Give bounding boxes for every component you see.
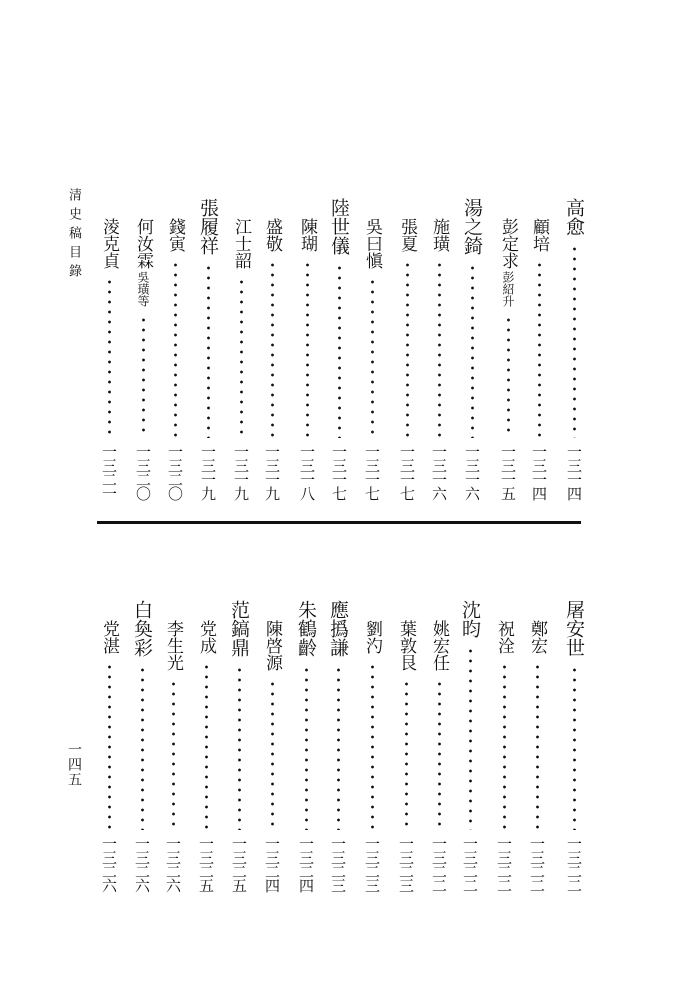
toc-entry xyxy=(562,198,586,500)
entry-page: 一三二二 xyxy=(495,836,513,892)
toc-entry xyxy=(196,198,220,500)
entry-page: 一三二二 xyxy=(461,836,479,892)
entry-subname: 吳璜等 xyxy=(136,271,150,307)
dot-leader xyxy=(207,263,210,438)
entry-subname: 彭紹升 xyxy=(501,271,515,307)
entry-name: 劉汋 xyxy=(362,620,382,654)
entry-page: 一三二〇 xyxy=(134,444,152,500)
entry-name: 葉敦艮 xyxy=(396,620,416,671)
entry-name: 陸世儀 xyxy=(328,198,350,255)
running-title: 清史稿目錄 xyxy=(66,188,81,283)
entry-name: 施璜 xyxy=(429,218,449,252)
entry-name: 李生光 xyxy=(163,620,183,671)
entry-name: 應撝謙 xyxy=(327,600,349,657)
dot-leader xyxy=(271,679,274,830)
dot-leader xyxy=(438,679,441,830)
entry-name: 吳曰愼 xyxy=(362,218,382,269)
toc-entry xyxy=(294,600,318,892)
entry-page: 一三二三 xyxy=(397,836,415,892)
dot-leader xyxy=(536,662,539,830)
entry-page: 一三一七 xyxy=(330,444,348,500)
toc-entry xyxy=(458,600,482,892)
dot-leader xyxy=(306,260,309,438)
entry-name: 白奐彩 xyxy=(131,600,153,657)
toc-entry xyxy=(130,600,154,892)
toc-entry xyxy=(326,600,350,892)
toc-entry xyxy=(327,198,351,500)
entry-page: 一三二四 xyxy=(263,836,281,892)
entry-page: 一三二六 xyxy=(100,836,118,892)
toc-entry xyxy=(194,620,218,892)
toc-entry xyxy=(460,198,484,500)
entry-page: 一三一六 xyxy=(463,444,481,500)
dot-leader xyxy=(141,665,144,830)
toc-entry xyxy=(161,620,185,892)
entry-page: 一三一七 xyxy=(398,444,416,500)
entry-page: 一三二六 xyxy=(164,836,182,892)
dot-leader xyxy=(305,665,308,830)
entry-name: 江士韶 xyxy=(231,218,251,269)
dot-leader xyxy=(538,260,541,438)
entry-page: 一三一七 xyxy=(363,444,381,500)
entry-name: 党成 xyxy=(196,620,216,654)
entry-page: 一三二一 xyxy=(100,444,118,500)
toc-entry xyxy=(492,620,516,892)
toc-entry xyxy=(562,600,586,892)
entry-page: 一三一四 xyxy=(530,444,548,500)
dot-leader xyxy=(469,646,472,830)
toc-entry xyxy=(527,218,551,500)
toc-entry xyxy=(427,620,451,892)
dot-leader xyxy=(507,315,510,438)
entry-name: 彭定求 xyxy=(498,218,518,269)
entry-page: 一三二三 xyxy=(329,836,347,892)
entry-page: 一三一四 xyxy=(565,444,583,500)
entry-name: 陳瑚 xyxy=(297,218,317,252)
toc-entry xyxy=(360,620,384,892)
entry-page: 一三一八 xyxy=(298,444,316,500)
entry-name: 高愈 xyxy=(563,198,585,236)
entry-page: 一三二五 xyxy=(230,836,248,892)
entry-page: 一三二二 xyxy=(565,836,583,892)
dot-leader xyxy=(108,662,111,830)
toc-entry xyxy=(360,218,384,500)
entry-page: 一三二四 xyxy=(297,836,315,892)
entry-name: 張夏 xyxy=(397,218,417,252)
dot-leader xyxy=(240,277,243,438)
entry-name: 党湛 xyxy=(99,620,119,654)
toc-entry xyxy=(260,218,284,500)
dot-leader xyxy=(174,260,177,438)
toc-entry xyxy=(395,218,419,500)
dot-leader xyxy=(337,665,340,830)
entry-page: 一三一九 xyxy=(263,444,281,500)
dot-leader xyxy=(471,263,474,438)
toc-entry xyxy=(260,620,284,892)
entry-name: 張履祥 xyxy=(197,198,219,255)
entry-name: 錢寅 xyxy=(165,218,185,252)
entry-name: 何汝霖 xyxy=(133,218,153,269)
dot-leader xyxy=(371,662,374,830)
entry-name: 湯之錡 xyxy=(461,198,483,255)
toc-entry xyxy=(496,218,520,500)
toc-entry xyxy=(229,218,253,500)
dot-leader xyxy=(371,277,374,438)
entry-page: 一三二〇 xyxy=(166,444,184,500)
dot-leader xyxy=(142,315,145,438)
entry-name: 淩克貞 xyxy=(99,218,119,269)
dot-leader xyxy=(405,679,408,830)
entry-page: 一三一五 xyxy=(499,444,517,500)
entry-name: 盛敬 xyxy=(262,218,282,252)
entry-page: 一三二三 xyxy=(363,836,381,892)
dot-leader xyxy=(271,260,274,438)
entry-name: 沈昀 xyxy=(459,600,481,638)
entry-page: 一三一九 xyxy=(199,444,217,500)
dot-leader xyxy=(503,662,506,830)
entry-name: 祝洤 xyxy=(494,620,514,654)
entry-name: 朱鶴齡 xyxy=(295,600,317,657)
entry-page: 一三二二 xyxy=(430,836,448,892)
dot-leader xyxy=(573,665,576,830)
entry-name: 范鎬鼎 xyxy=(228,600,250,657)
toc-entry xyxy=(163,218,187,500)
toc-entry xyxy=(97,620,121,892)
entry-name: 陳啓源 xyxy=(262,620,282,671)
dot-leader xyxy=(438,260,441,438)
entry-name: 鄭宏 xyxy=(527,620,547,654)
entry-name: 姚宏任 xyxy=(429,620,449,671)
dot-leader xyxy=(338,263,341,438)
entry-page: 一三一六 xyxy=(430,444,448,500)
page-number: 一四五 xyxy=(66,742,82,787)
dot-leader xyxy=(238,665,241,830)
toc-entry xyxy=(295,218,319,500)
toc-entry xyxy=(227,600,251,892)
toc-entry xyxy=(131,218,155,500)
dot-leader xyxy=(406,260,409,438)
dot-leader xyxy=(108,277,111,438)
section-divider xyxy=(97,521,581,524)
entry-name: 屠安世 xyxy=(563,600,585,657)
toc-entry xyxy=(394,620,418,892)
entry-page: 一三一九 xyxy=(232,444,250,500)
toc-entry xyxy=(97,218,121,500)
dot-leader xyxy=(205,662,208,830)
dot-leader xyxy=(573,244,576,438)
dot-leader xyxy=(172,679,175,830)
entry-page: 一三二二 xyxy=(528,836,546,892)
toc-entry xyxy=(525,620,549,892)
entry-page: 一三二六 xyxy=(133,836,151,892)
entry-page: 一三二五 xyxy=(197,836,215,892)
toc-entry xyxy=(427,218,451,500)
entry-name: 顧培 xyxy=(529,218,549,252)
